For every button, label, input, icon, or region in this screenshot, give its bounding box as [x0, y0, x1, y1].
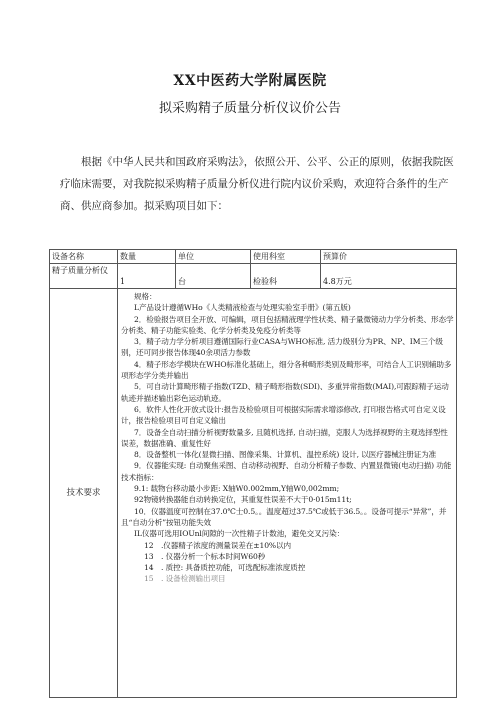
requirement-item: IL仪器可选用IOUnl间隙的一次性精子计数池，避免交叉污染： [134, 529, 345, 539]
header-device-name: 设备名称 [50, 250, 118, 264]
cell-department: 检验科 [251, 264, 321, 289]
requirements-row [50, 289, 457, 698]
requirement-item: 9.1: 载物台移动最小步距: X轴W0.002mm,Y轴W0,002mm; [134, 484, 340, 494]
cell-quantity: 1 [118, 264, 176, 289]
cell-device-name: 精子质量分析仪 [50, 264, 118, 289]
requirement-item: 4．精子形态学模块在WHO标准化基础上，细分各种畸形类别及畸形率，可结合人工识别辅助多项形态学分类并输出 [121, 359, 452, 381]
requirement-item: 2．检验报告项目全开放、可编辑，项目包括精液理学性状类、精子量微镜动力学分析类、形态学分析类、精子功能实验类、化学分析类及免疫分析类等 [121, 314, 454, 335]
requirements-list [118, 289, 456, 697]
requirement-item: 9．仪器能实现: 自动聚焦采图、自动移动视野、自动分析精子参数、内置显微镜(电动扫描) 功能技术指标： [121, 461, 452, 482]
header-quantity: 数量 [118, 250, 176, 264]
requirement-item: 12 .仪器精子浓度的测量误差在±10%以内 [144, 540, 292, 550]
requirement-item: 15 . 设备检测输出项目 [144, 574, 226, 584]
table-header-row [50, 250, 457, 264]
requirement-item: 规格： [134, 292, 157, 301]
requirement-item: L产品设计遵循WHo《人类精液检查与处理实验室手册》(第五版) [134, 303, 351, 313]
requirement-item: 14 . 质控: 具备质控功能，可选配标准浓度质控 [144, 563, 306, 573]
cell-budget: 4.8万元 [321, 264, 457, 289]
intro-paragraph: 根据《中华人民共和国政府采购法》，依照公开、公平、公正的原则，依据我院医疗临床需要，对我院拟采购精子质量分析仪进行院内议价采购，欢迎符合条件的生产商、供应商参加。拟采购项目如下： [60, 156, 454, 212]
tech-requirements-label: 技术要求 [50, 289, 118, 698]
table-row [50, 264, 457, 289]
announcement-title: 拟采购精子质量分析仪议价公告 [158, 101, 341, 116]
requirement-item: 10．仪器温度可控制在37.0℃士0.5。。温度超过37.5℃或低于36.5。。设备可提示“异常”，并且“自动分析”按钮功能失效 [121, 506, 447, 527]
requirement-item: 8．设备整机一体化(显微扫描、图像采集、计算机、温控系统) 设计, 以医疗器械注册证为准 [134, 450, 437, 460]
tech-requirements-cell [118, 289, 457, 698]
requirement-item: 92物镜转换器能自动转换定位，其重复性误差不大于0·015m11t; [134, 495, 352, 505]
requirement-item: 3．精子动力学分析项目遵循国际行业CASA与WHO标准, 活力级别分为PR、NP、IM三个级别，还可同步报告体现40余项活力参数 [121, 337, 443, 358]
cell-unit: 台 [176, 264, 251, 289]
requirement-item: 6．软件人性化开放式设计:报告及检验项目可根据实际需求增添修改, 打印报告格式可自定义设计，报告检验项目可自定义输出 [121, 404, 446, 426]
requirement-item: 13 . 仪器分析一个标本时间W60秒 [144, 551, 266, 561]
header-budget: 预算价 [321, 250, 457, 264]
requirement-item: 5．可自动计算畸形精子指数(TZD、精子畸形指数(SDI)、多重异常指数(MAI),可跟踪精子运动轨迹并描述输出彩色运动轨迹。 [121, 382, 449, 403]
header-unit: 单位 [176, 250, 251, 264]
requirement-item: 7．设备全自动扫描分析视野数量多, 且随机选择, 自动扫描，克服人为选择视野的主观选择型性误差，数据准确、重复性好 [121, 427, 448, 448]
hospital-title: XX中医药大学附属医院 [173, 73, 327, 89]
header-department: 使用科室 [251, 250, 321, 264]
procurement-table [49, 249, 457, 698]
